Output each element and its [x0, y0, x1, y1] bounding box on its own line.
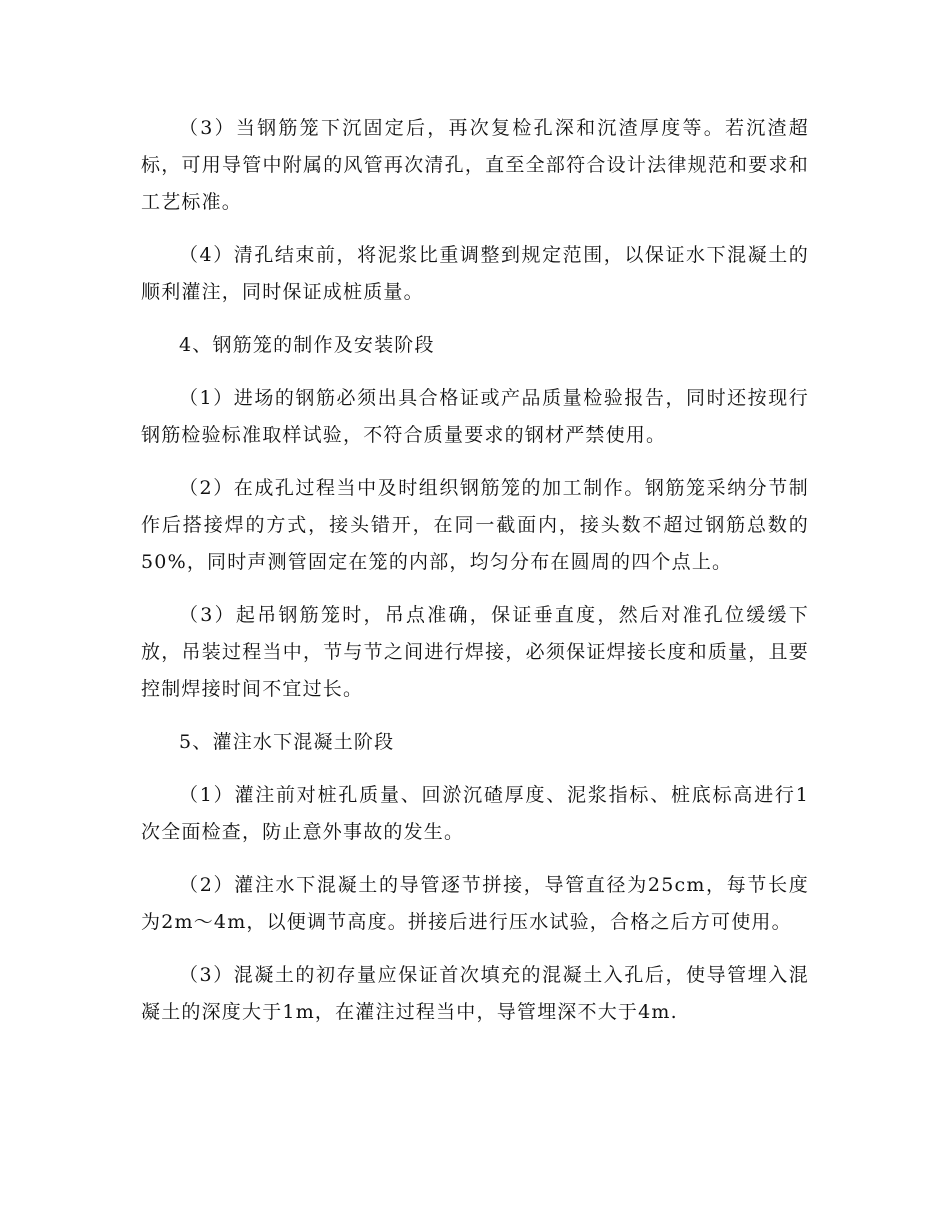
section-heading-4: 4、钢筋笼的制作及安装阶段: [179, 334, 435, 356]
paragraph-1-steel-inspection: （1）进场的钢筋必须出具合格证或产品质量检验报告，同时还按现行钢筋检验标准取样试验，不符合质量要求的钢材严禁使用。: [141, 387, 809, 446]
section-heading-5: 5、灌注水下混凝土阶段: [179, 731, 395, 753]
paragraph-2-pipe-assembly: （2）灌注水下混凝土的导管逐节拼接，导管直径为25cm，每节长度为2m～4m，以便调节高度。拼接后进行压水试验，合格之后方可使用。: [141, 874, 809, 933]
paragraph-4-clear-hole: （4）清孔结束前，将泥浆比重调整到规定范围，以保证水下混凝土的顺利灌注，同时保证成桩质量。: [141, 244, 809, 303]
document-body: [141, 110, 809, 1047]
paragraph-3-initial-concrete: （3）混凝土的初存量应保证首次填充的混凝土入孔后，使导管埋入混凝土的深度大于1m，在灌注过程当中，导管埋深不大于4m.: [141, 964, 809, 1023]
paragraph-2-cage-fabrication: （2）在成孔过程当中及时组织钢筋笼的加工制作。钢筋笼采纳分节制作后搭接焊的方式，接头错开，在同一截面内，接头数不超过钢筋总数的50%，同时声测管固定在笼的内部，均匀分布在圆周的四个点上。: [141, 477, 809, 573]
paragraph-1-pre-pour-check: （1）灌注前对桩孔质量、回淤沉碴厚度、泥浆指标、桩底标高进行1次全面检查，防止意外事故的发生。: [141, 784, 809, 843]
paragraph-3-recheck-hole: （3）当钢筋笼下沉固定后，再次复检孔深和沉渣厚度等。若沉渣超标，可用导管中附属的风管再次清孔，直至全部符合设计法律规范和要求和工艺标准。: [141, 117, 809, 213]
paragraph-3-cage-lifting: （3）起吊钢筋笼时，吊点准确，保证垂直度，然后对准孔位缓缓下放，吊装过程当中，节与节之间进行焊接，必须保证焊接长度和质量，且要控制焊接时间不宜过长。: [141, 604, 809, 700]
